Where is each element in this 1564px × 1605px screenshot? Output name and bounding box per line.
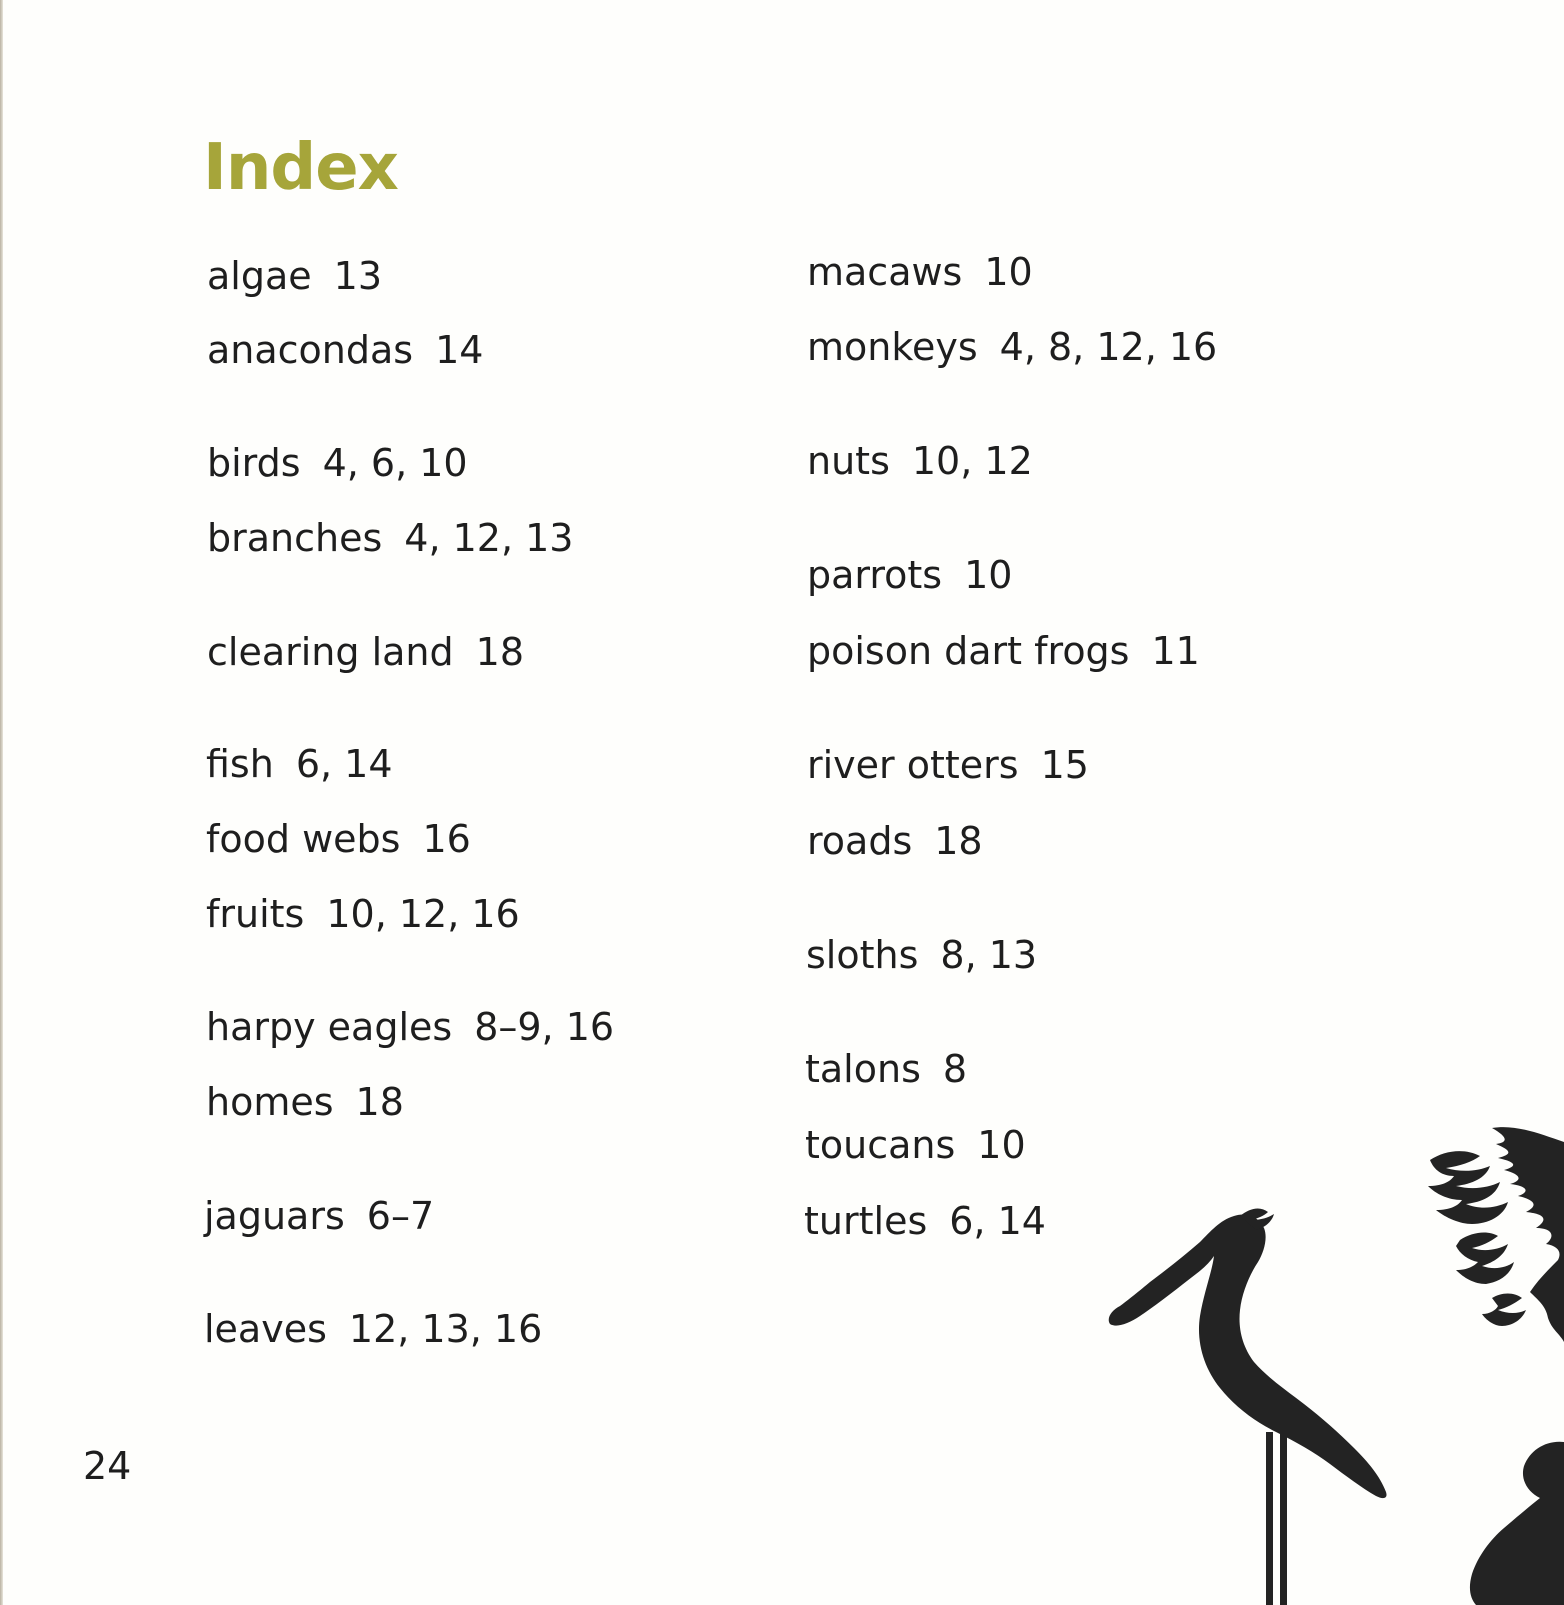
index-entry-homes <box>206 1079 404 1125</box>
index-pages: 8 <box>942 1047 968 1091</box>
index-pages: 16 <box>422 817 471 861</box>
index-entry-food-webs <box>206 816 471 862</box>
index-pages: 13 <box>333 254 382 298</box>
index-term: clearing land <box>207 630 454 674</box>
index-pages: 11 <box>1151 629 1200 673</box>
index-entry-macaws <box>807 249 1033 295</box>
index-term: food webs <box>206 817 401 861</box>
index-pages: 6–7 <box>366 1194 435 1238</box>
index-entry-anacondas <box>207 327 483 373</box>
index-pages: 18 <box>475 630 524 674</box>
index-term: sloths <box>806 933 919 977</box>
index-term: talons <box>805 1047 921 1091</box>
index-pages: 14 <box>435 328 484 372</box>
index-pages: 18 <box>355 1080 404 1124</box>
index-pages: 15 <box>1040 743 1089 787</box>
index-term: anacondas <box>207 328 414 372</box>
index-entry-poison-dart-frogs <box>807 628 1200 674</box>
index-entry-sloths <box>806 932 1037 978</box>
index-term: leaves <box>204 1307 327 1351</box>
index-entry-fruits <box>206 891 520 937</box>
index-term: nuts <box>807 439 890 483</box>
index-entry-birds <box>207 440 468 486</box>
index-entry-leaves <box>204 1306 542 1352</box>
index-pages: 4, 8, 12, 16 <box>999 325 1218 369</box>
index-pages: 4, 6, 10 <box>322 441 468 485</box>
index-term: homes <box>206 1080 334 1124</box>
bird-and-palm-silhouette <box>1100 1120 1564 1605</box>
index-term: birds <box>207 441 301 485</box>
index-term: fruits <box>206 892 305 936</box>
partial-bird-silhouette-icon <box>1470 1442 1564 1605</box>
page-title: Index <box>203 131 398 205</box>
index-pages: 10 <box>977 1123 1026 1167</box>
spoonbill-silhouette-icon <box>1109 1209 1387 1605</box>
index-entry-talons <box>805 1046 967 1092</box>
palm-frond-silhouette-icon <box>1428 1127 1564 1342</box>
index-entry-fish <box>206 741 393 787</box>
index-pages: 10 <box>984 250 1033 294</box>
index-term: parrots <box>807 553 943 597</box>
page-number: 24 <box>83 1444 132 1488</box>
index-term: jaguars <box>204 1194 345 1238</box>
index-term: algae <box>207 254 312 298</box>
index-term: roads <box>807 819 913 863</box>
index-pages: 10, 12, 16 <box>326 892 520 936</box>
index-term: turtles <box>804 1199 928 1243</box>
index-entry-jaguars <box>204 1193 434 1239</box>
index-term: toucans <box>805 1123 956 1167</box>
index-term: poison dart frogs <box>807 629 1130 673</box>
index-pages: 12, 13, 16 <box>348 1307 543 1351</box>
index-entry-toucans <box>805 1122 1026 1168</box>
index-entry-turtles <box>804 1198 1046 1244</box>
page-edge-shadow <box>0 0 3 1605</box>
index-entry-roads <box>807 818 983 864</box>
index-entry-river-otters <box>807 742 1089 788</box>
index-pages: 10, 12 <box>911 439 1033 483</box>
index-term: monkeys <box>807 325 978 369</box>
index-term: branches <box>207 516 383 560</box>
index-entry-branches <box>207 515 573 561</box>
index-pages: 18 <box>934 819 983 863</box>
index-entry-clearing-land <box>207 629 524 675</box>
index-entry-harpy-eagles <box>206 1004 614 1050</box>
index-term: river otters <box>807 743 1019 787</box>
index-pages: 10 <box>964 553 1013 597</box>
index-pages: 8, 13 <box>940 933 1038 977</box>
index-pages: 8–9, 16 <box>474 1005 615 1049</box>
index-entry-monkeys <box>807 324 1217 370</box>
index-entry-algae <box>207 253 382 299</box>
index-pages: 4, 12, 13 <box>404 516 574 560</box>
index-entry-nuts <box>807 438 1033 484</box>
index-entry-parrots <box>807 552 1012 598</box>
index-term: harpy eagles <box>206 1005 453 1049</box>
index-pages: 6, 14 <box>949 1199 1046 1243</box>
index-term: macaws <box>807 250 963 294</box>
index-pages: 6, 14 <box>295 742 393 786</box>
index-term: fish <box>206 742 274 786</box>
